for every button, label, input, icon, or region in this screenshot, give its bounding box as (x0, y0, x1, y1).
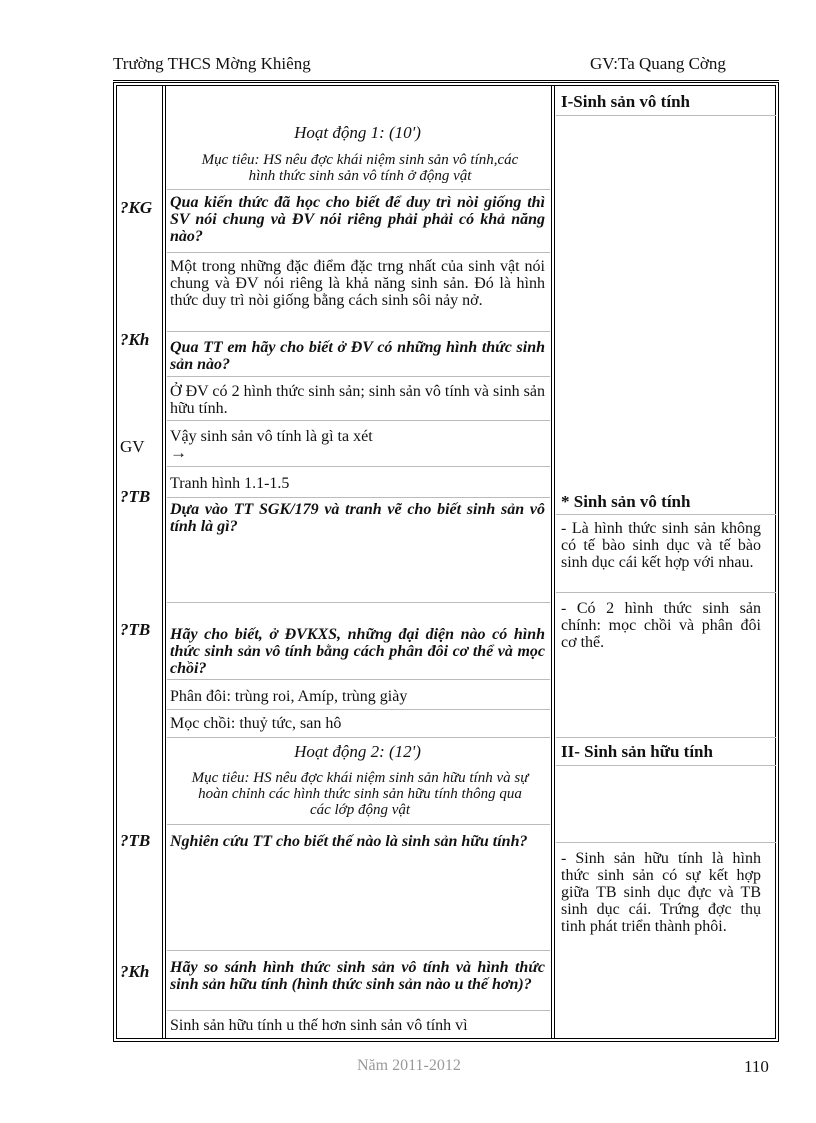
question-4: Hãy cho biết, ở ĐVKXS, những đại diện nào có hình thức sinh sản vô tính bằng cách phân đôi cơ thể và mọc chồi? (170, 626, 545, 677)
question-3: Dựa vào TT SGK/179 và tranh vẽ cho biết sinh sản vô tính là gì? (170, 501, 545, 535)
gv-statement: Vậy sinh sản vô tính là gì ta xét (170, 428, 373, 445)
activity-1-title: Hoạt động 1: (10') (294, 123, 421, 142)
section-1-subheading: * Sinh sản vô tính (561, 492, 691, 511)
label-gv: GV (120, 437, 145, 456)
header-rule (113, 80, 779, 81)
activity-2-title: Hoạt động 2: (12') (294, 742, 421, 761)
column-divider (165, 85, 166, 1039)
label-tb: ?TB (120, 831, 151, 850)
label-kg: ?KG (120, 198, 153, 217)
column-divider (554, 85, 555, 1039)
question-6: Hãy so sánh hình thức sinh sản vô tính và hình thức sinh sản hữu tính (hình thức sinh sản nào u thế hơn)? (170, 959, 545, 993)
header-school: Trường THCS Mờng Khiêng (113, 54, 311, 73)
answer-6: Sinh sản hữu tính u thế hơn sinh sản vô tính vì (170, 1017, 468, 1034)
definition-asexual: - Là hình thức sinh sản không có tế bào sinh dục và tế bào sinh dục cái kết hợp với nhau. (561, 520, 761, 571)
page-number: 110 (744, 1057, 769, 1076)
header-teacher: GV:Ta Quang Cờng (590, 54, 726, 73)
answer-4-division: Phân đôi: trùng roi, Amíp, trùng giày (170, 688, 408, 705)
question-2: Qua TT em hãy cho biết ở ĐV có những hình thức sinh sản nào? (170, 339, 545, 373)
section-1-heading: I-Sinh sản vô tính (561, 92, 690, 111)
column-divider (162, 85, 163, 1039)
footer-year: Năm 2011-2012 (357, 1057, 461, 1074)
label-kh: ?Kh (120, 330, 150, 349)
label-tb: ?TB (120, 487, 151, 506)
picture-reference: Tranh hình 1.1-1.5 (170, 475, 290, 492)
question-1: Qua kiến thức đã học cho biết để duy trì nòi giống thì SV nói chung và ĐV nói riêng phải phải có khả năng nào? (170, 194, 545, 245)
definition-sexual: - Sinh sản hữu tính là hình thức sinh sản có sự kết hợp giữa TB sinh dục đực và TB sinh dục cái. Trứng đợc thụ tinh phát triển thành phôi. (561, 850, 761, 935)
label-kh: ?Kh (120, 962, 150, 981)
activity-2-objective: Mục tiêu: HS nêu đợc khái niệm sinh sản hữu tính và sự hoàn chỉnh các hình thức sinh sản hữu tính thông qua các lớp động vật (191, 770, 529, 818)
lesson-table (113, 82, 779, 1042)
answer-1: Một trong những đặc điểm đặc trng nhất của sinh vật nói chung và ĐV nói riêng là khả năng sinh sản. Đó là hình thức duy trì nòi giống bằng cách sinh sôi nảy nở. (170, 258, 545, 309)
section-2-heading: II- Sinh sản hữu tính (561, 742, 713, 761)
answer-2: Ở ĐV có 2 hình thức sinh sản; sinh sản vô tính và sinh sản hữu tính. (170, 383, 545, 417)
activity-1-objective: Mục tiêu: HS nêu đợc khái niệm sinh sản vô tính,các hình thức sinh sản vô tính ở động vật (201, 152, 519, 184)
label-tb: ?TB (120, 620, 151, 639)
asexual-forms: - Có 2 hình thức sinh sản chính: mọc chồi và phân đôi cơ thể. (561, 600, 761, 651)
arrow-icon: → (170, 443, 187, 462)
column-divider (551, 85, 552, 1039)
question-5: Nghiên cứu TT cho biết thế nào là sinh sản hữu tính? (170, 833, 528, 850)
answer-4-budding: Mọc chồi: thuỷ tức, san hô (170, 715, 342, 732)
